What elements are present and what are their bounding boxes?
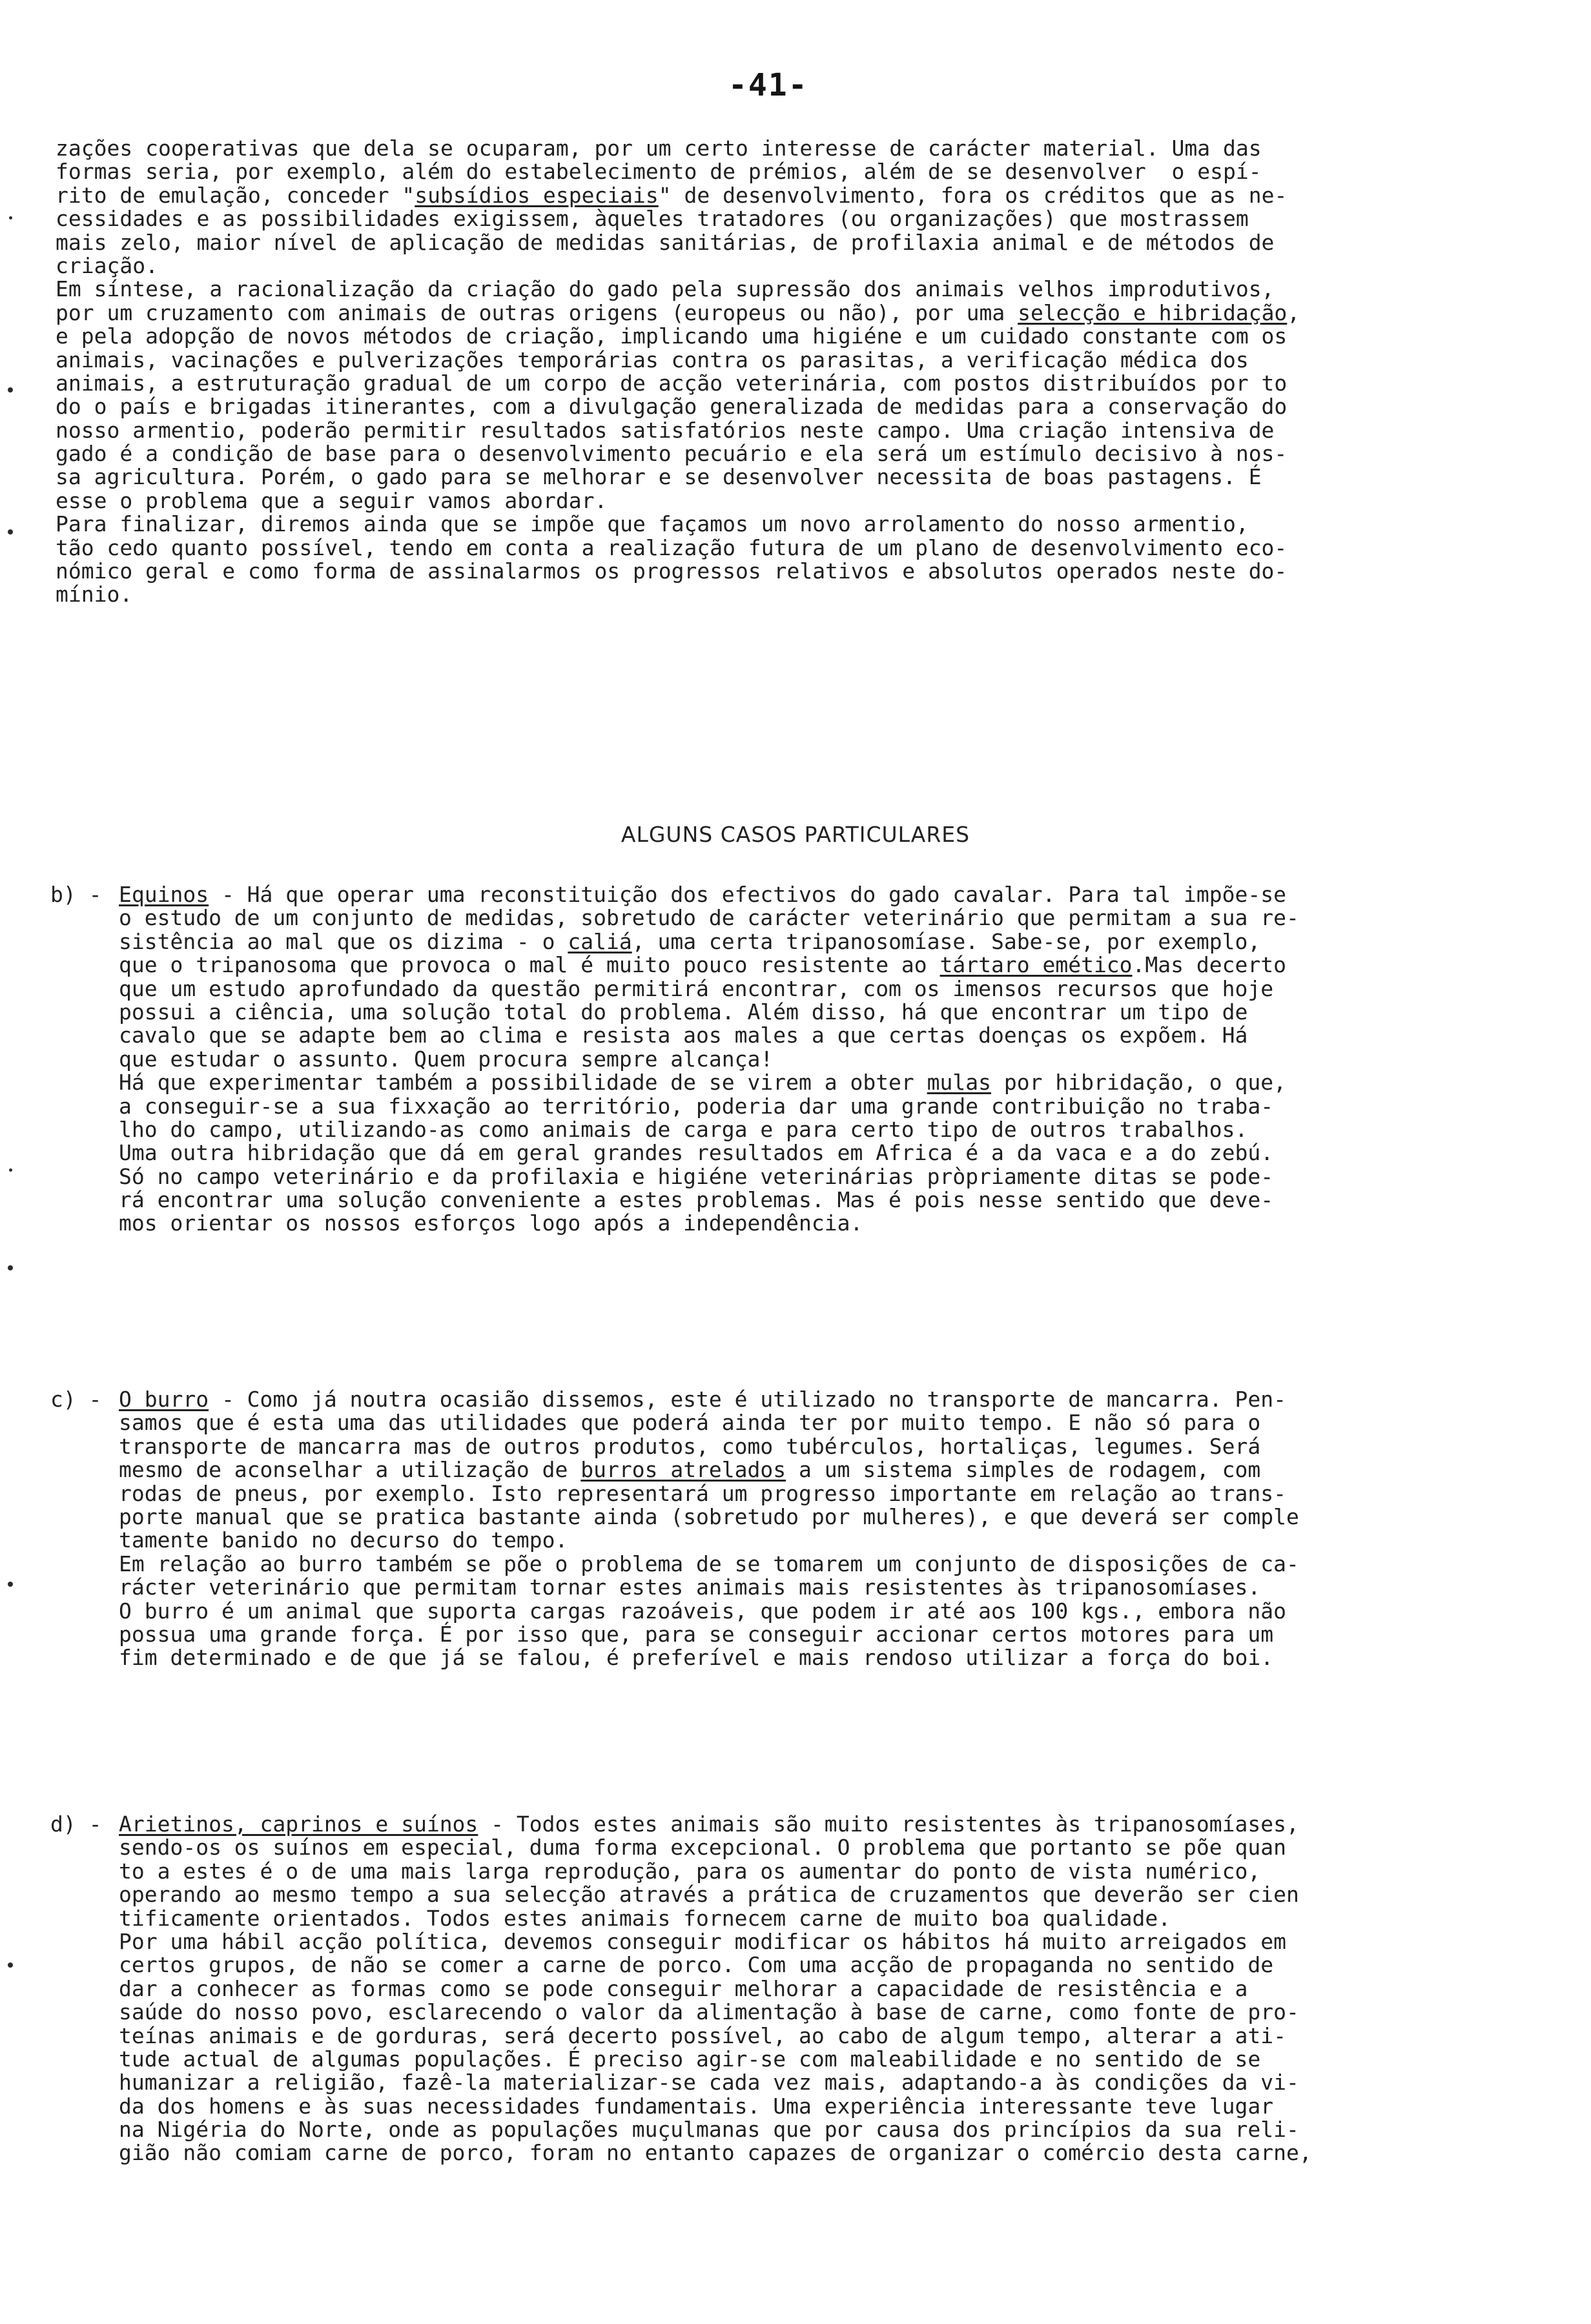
text-line: por um cruzamento com animais de outras origens (europeus ou não), por uma selecção e hibridação, [56, 300, 1300, 325]
text-line: nosso armentio, poderão permitir resultados satisfatórios neste campo. Uma criação intensiva de [56, 417, 1275, 443]
text-line: lho do campo, utilizando-as como animais de carga e para certo tipo de outros trabalhos. [119, 1116, 1248, 1142]
text-line: fim determinado e de que já se falou, é preferível e mais rendoso utilizar a força do boi. [119, 1645, 1274, 1671]
text-line: mos orientar os nossos esforços logo após a independência. [119, 1210, 863, 1236]
text-line: samos que é esta uma das utilidades que poderá ainda ter por muito tempo. E não só para o [119, 1410, 1261, 1436]
text-line: rito de emulação, conceder "subsídios especiais" de desenvolvimento, fora os créditos que as ne- [56, 182, 1288, 208]
text-line: criação. [56, 252, 158, 278]
scan-speck [8, 529, 13, 535]
text-line: tamente banido no decurso do tempo. [119, 1527, 568, 1553]
text-line: certos grupos, de não se comer a carne de porco. Com uma acção de propaganda no sentido de [119, 1952, 1274, 1978]
text-line: da dos homens e às suas necessidades fundamentais. Uma experiência interessante teve lugar [119, 2093, 1274, 2119]
scan-speck [8, 1582, 13, 1587]
scan-speck [8, 1962, 13, 1968]
text-line: esse o problema que a seguir vamos abordar. [56, 487, 608, 513]
text-line: Arietinos, caprinos e suínos - Todos estes animais são muito resistentes às tripanosomíases, [119, 1811, 1299, 1837]
text-line: tão cedo quanto possível, tendo em conta a realização futura de um plano de desenvolvimento eco- [56, 535, 1288, 560]
text-line: dar a conhecer as formas como se pode conseguir melhorar a capacidade de resistência e a [119, 1975, 1248, 2001]
text-line: formas seria, por exemplo, além do estabelecimento de prémios, além de se desenvolver o espí- [56, 159, 1262, 185]
text-line: cessidades e as possibilidades exigissem, àqueles tratadores (ou organizações) que mostrassem [56, 206, 1249, 232]
text-line: do o país e brigadas itinerantes, com a divulgação generalizada de medidas para a conservação do [56, 394, 1288, 420]
text-line: nómico geral e como forma de assinalarmos os progressos relativos e absolutos operados neste do- [56, 558, 1288, 584]
text-line: teínas animais e de gorduras, será decerto possível, ao cabo de algum tempo, alterar a ati- [119, 2023, 1286, 2048]
text-line: Para finalizar, diremos ainda que se impõe que façamos um novo arrolamento do nosso armentio, [56, 511, 1249, 537]
text-line: to a estes é o de uma mais larga reprodução, para os aumentar do ponto de vista numérico, [119, 1858, 1261, 1884]
scan-speck [8, 387, 13, 392]
text-line: humanizar a religião, fazê-la materializar-se cada vez mais, adaptando-a às condições da vi- [119, 2070, 1299, 2095]
text-line: rá encontrar uma solução conveniente a estes problemas. Mas é pois nesse sentido que deve- [119, 1187, 1274, 1213]
section-label: c) - [50, 1387, 102, 1412]
text-line: zações cooperativas que dela se ocuparam, por um certo interesse de carácter material. Uma das [56, 136, 1262, 161]
text-line: animais, a estruturação gradual de um corpo de acção veterinária, com postos distribuídos por to [56, 370, 1288, 396]
text-line: a conseguir-se a sua fixxação ao território, poderia dar uma grande contribuição no traba- [119, 1093, 1274, 1119]
text-line: tude actual de algumas populações. É preciso agir-se com maleabilidade e no sentido de se [119, 2046, 1261, 2072]
text-line: possui a ciência, uma solução total do problema. Além disso, há que encontrar um tipo de [119, 999, 1248, 1024]
scan-speck [8, 1265, 13, 1270]
text-line: mais zelo, maior nível de aplicação de medidas sanitárias, de profilaxia animal e de métodos de [56, 229, 1275, 255]
text-line: possua uma grande força. É por isso que, para se conseguir accionar certos motores para um [119, 1621, 1274, 1647]
text-line: transporte de mancarra mas de outros produtos, como tubérculos, hortaliças, legumes. Será [119, 1433, 1261, 1459]
text-line: sendo-os os suínos em especial, duma forma excepcional. O problema que portanto se põe quan [119, 1835, 1286, 1860]
text-line: Uma outra hibridação que dá em geral grandes resultados em Africa é a da vaca e a do zebú. [119, 1140, 1274, 1166]
text-line: na Nigéria do Norte, onde as populações muçulmanas que por causa dos princípios da sua reli- [119, 2117, 1299, 2143]
section-heading: ALGUNS CASOS PARTICULARES [621, 822, 970, 847]
text-line: e pela adopção de novos métodos de criação, implicando uma higiéne e um cuidado constante com os [56, 323, 1288, 349]
text-line: que um estudo aprofundado da questão permitirá encontrar, com os imensos recursos que hoje [119, 975, 1274, 1001]
text-line: mesmo de aconselhar a utilização de burros atrelados a um sistema simples de rodagem, com [119, 1457, 1261, 1483]
text-line: Por uma hábil acção política, devemos conseguir modificar os hábitos há muito arreigados em [119, 1928, 1286, 1954]
section-body [119, 883, 1299, 1236]
text-line: tificamente orientados. Todos estes animais fornecem carne de muito boa qualidade. [119, 1905, 1171, 1931]
scan-speck [9, 1168, 12, 1172]
page-number: -41- [728, 67, 808, 103]
section-label: d) - [50, 1811, 102, 1837]
text-line: cavalo que se adapte bem ao clima e resista aos males a que certas doenças os expõem. Há [119, 1023, 1248, 1048]
text-line: Há que experimentar também a possibilidade de se virem a obter mulas por hibridação, o que, [119, 1070, 1286, 1096]
text-line: O burro - Como já noutra ocasião dissemos, este é utilizado no transporte de mancarra. Pen- [119, 1387, 1286, 1412]
text-line: rácter veterinário que permitam tornar estes animais mais resistentes às tripanosomíases. [119, 1575, 1261, 1600]
text-line: saúde do nosso povo, esclarecendo o valor da alimentação à base de carne, como fonte de pro- [119, 1999, 1299, 2025]
text-line: Em relação ao burro também se põe o problema de se tomarem um conjunto de disposições de ca- [119, 1551, 1299, 1576]
text-line: operando ao mesmo tempo a sua selecção através a prática de cruzamentos que deverão ser cien [119, 1882, 1299, 1908]
text-line: Equinos - Há que operar uma reconstituição dos efectivos do gado cavalar. Para tal impõe-se [119, 882, 1286, 907]
text-line: que o tripanosoma que provoca o mal é muito pouco resistente ao tártaro emético.Mas decerto [119, 952, 1286, 978]
intro-paragraphs [56, 137, 1300, 607]
text-line: o estudo de um conjunto de medidas, sobretudo de carácter veterinário que permitam a sua re- [119, 905, 1299, 931]
section-label: b) - [50, 882, 102, 907]
text-line: porte manual que se pratica bastante ainda (sobretudo por mulheres), e que deverá ser comple [119, 1503, 1299, 1529]
text-line: gião não comiam carne de porco, foram no entanto capazes de organizar o comércio desta carne, [119, 2140, 1312, 2166]
text-line: sa agricultura. Porém, o gado para se melhorar e se desenvolver necessita de boas pastagens. É [56, 464, 1262, 490]
text-line: O burro é um animal que suporta cargas razoáveis, que podem ir até aos 100 kgs., embora não [119, 1598, 1286, 1624]
text-line: Em síntese, a racionalização da criação do gado pela supressão dos animais velhos improdutivos, [56, 276, 1275, 302]
text-line: Só no campo veterinário e da profilaxia e higiéne veterinárias pròpriamente ditas se pode- [119, 1163, 1274, 1189]
text-line: animais, vacinações e pulverizações temporárias contra os parasitas, a verificação médica dos [56, 347, 1249, 372]
scan-speck [9, 216, 12, 219]
text-line: que estudar o assunto. Quem procura sempre alcança! [119, 1046, 774, 1072]
section-body [119, 1813, 1312, 2165]
text-line: rodas de pneus, por exemplo. Isto representará um progresso importante em relação ao trans- [119, 1480, 1286, 1506]
text-line: mínio. [56, 582, 133, 607]
section-body [119, 1388, 1299, 1670]
text-line: gado é a condição de base para o desenvolvimento pecuário e ela será um estímulo decisivo à nos- [56, 441, 1288, 467]
text-line: sistência ao mal que os dizima - o caliá, uma certa tripanosomíase. Sabe-se, por exemplo, [119, 928, 1261, 954]
